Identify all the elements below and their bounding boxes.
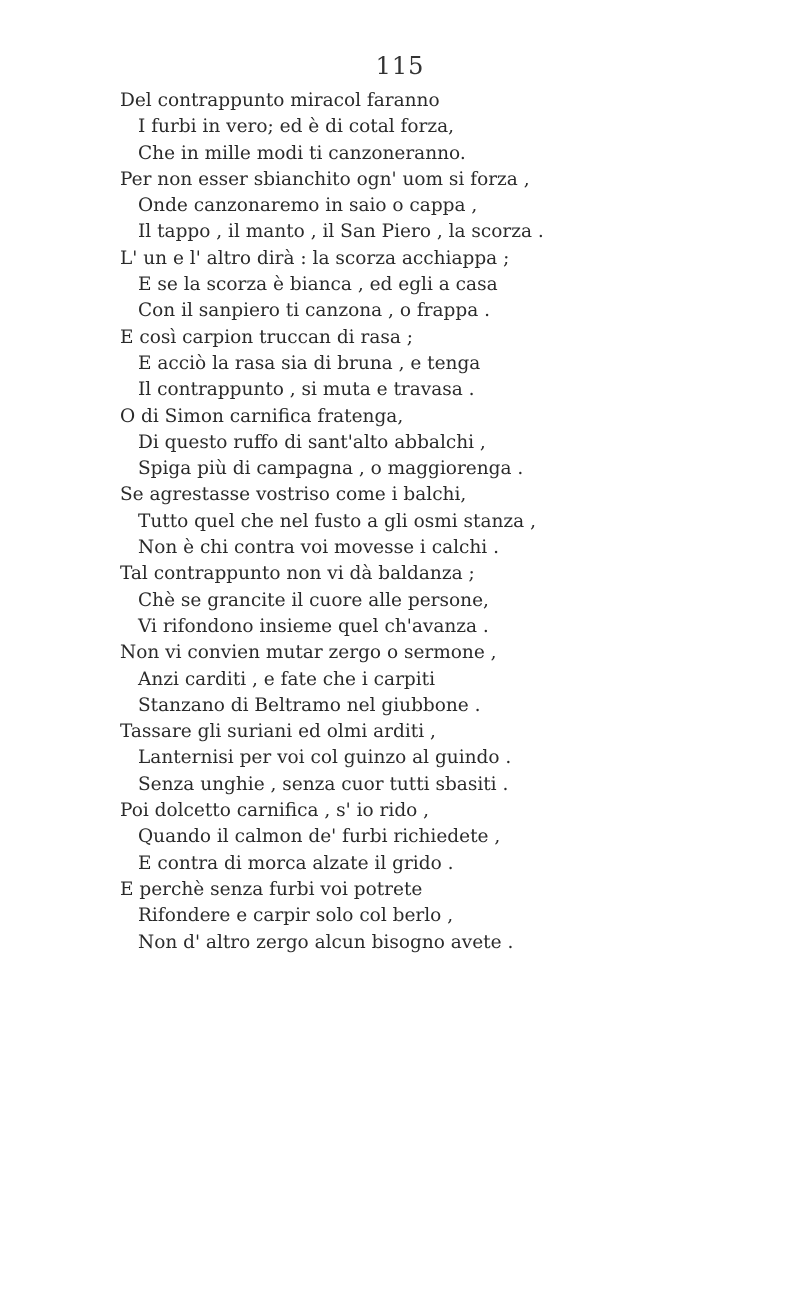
poem-line: Chè se grancite il cuore alle persone, [138,589,489,611]
poem-line: Con il sanpiero ti canzona , o frappa . [138,300,491,322]
poem-line: Onde canzonaremo in saio o cappa , [138,195,478,217]
page-number: 115 [375,52,425,80]
poem-line: Non vi convien mutar zergo o sermone , [120,642,497,664]
poem-line: Rifondere e carpir solo col berlo , [138,905,454,927]
poem-line: Che in mille modi ti canzoneranno. [138,142,466,164]
poem-line: Lanternisi per voi col guinzo al guindo . [138,747,512,769]
poem-line: Non d' altro zergo alcun bisogno avete . [138,931,514,953]
poem-line: E così carpion truccan di rasa ; [120,326,413,348]
poem-line: Quando il calmon de' furbi richiedete , [138,826,501,848]
poem-line: Tutto quel che nel fusto a gli osmi stanza , [138,510,536,532]
poem-line: E acciò la rasa sia di bruna , e tenga [138,352,481,374]
poem-line: Il contrappunto , si muta e travasa . [138,379,475,401]
poem-line: Di questo ruffo di sant'alto abbalchi , [138,431,486,453]
poem-line: E contra di morca alzate il grido . [138,852,454,874]
poem-line: Senza unghie , senza cuor tutti sbasiti . [138,773,509,795]
poem-line: L' un e l' altro dirà : la scorza acchiappa ; [120,247,510,269]
poem-line: E se la scorza è bianca , ed egli a casa [138,274,498,296]
poem-text [120,88,760,956]
poem-line: Spiga più di campagna , o maggiorenga . [138,458,524,480]
poem-line: Non è chi contra voi movesse i calchi . [138,537,499,559]
poem-line: Tassare gli suriani ed olmi arditi , [120,721,436,743]
poem-line: Vi rifondono insieme quel ch'avanza . [138,615,489,637]
poem-line: Del contrappunto miracol faranno [120,90,440,111]
poem-line: E perchè senza furbi voi potrete [120,878,423,900]
poem-line: Stanzano di Beltramo nel giubbone . [138,694,481,716]
poem-line: Anzi carditi , e fate che i carpiti [138,668,436,690]
poem-line: Se agrestasse vostriso come i balchi, [120,484,467,506]
poem-line: O di Simon carnifica fratenga, [120,405,404,427]
poem-line: Tal contrappunto non vi dà baldanza ; [120,563,475,585]
poem-line: I furbi in vero; ed è di cotal forza, [138,116,455,138]
poem-line: Per non esser sbianchito ogn' uom si forza , [120,168,530,190]
poem-line: Il tappo , il manto , il San Piero , la scorza . [138,221,544,243]
poem-line: Poi dolcetto carnifica , s' io rido , [120,800,430,822]
